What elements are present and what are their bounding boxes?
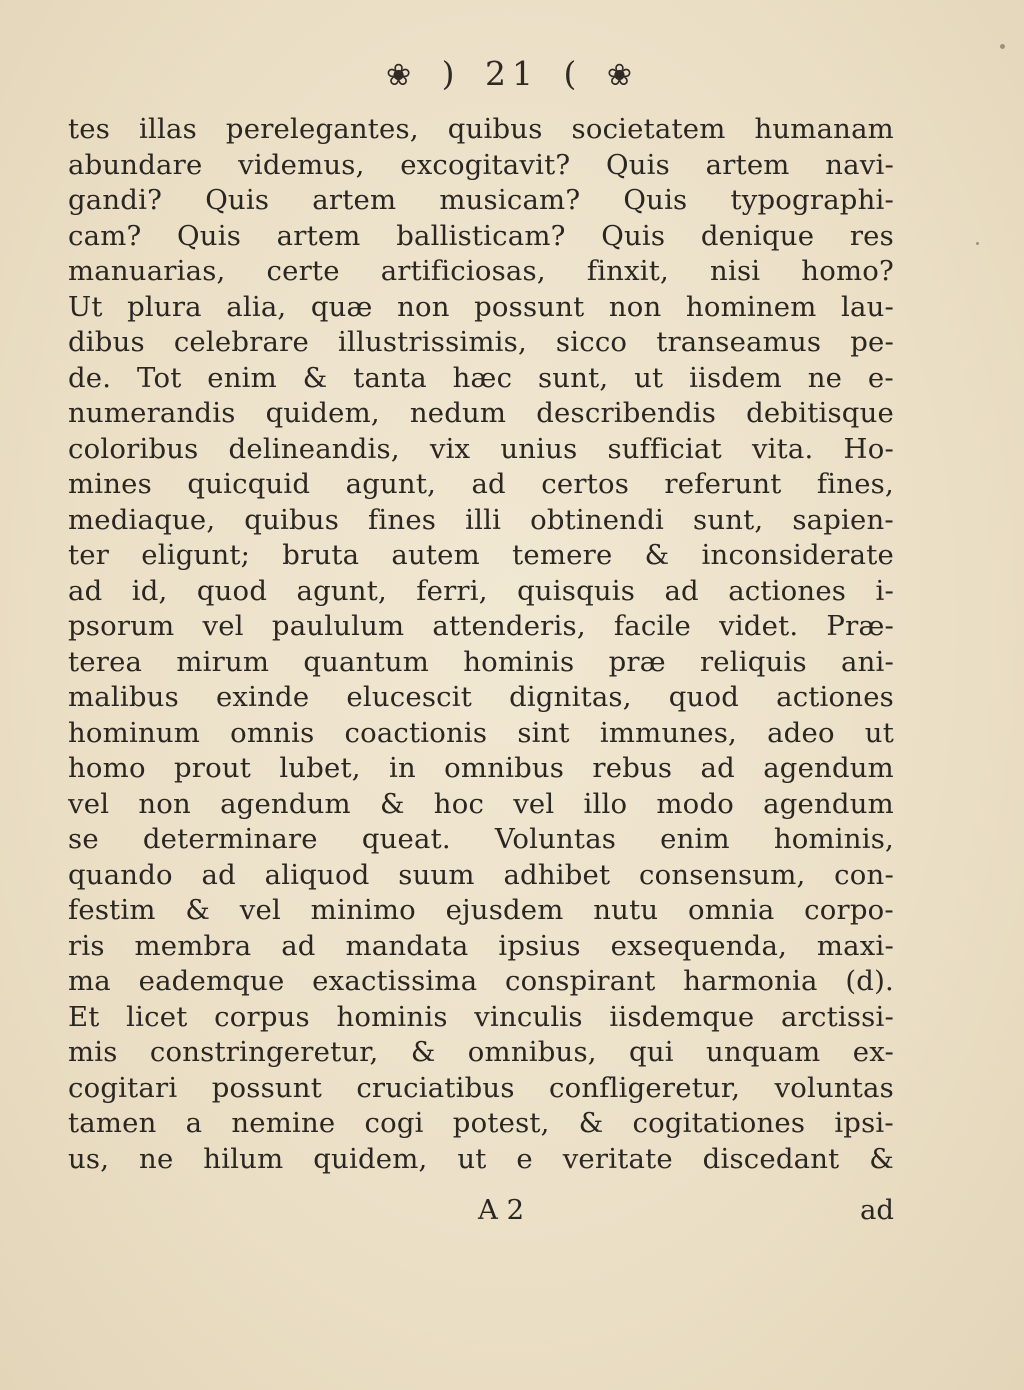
text-line (68, 574, 894, 610)
word: & (379, 787, 405, 820)
word: rebus (592, 752, 673, 784)
word: licet (126, 1000, 188, 1033)
word: a (185, 1107, 203, 1139)
word: quantum (303, 645, 430, 678)
word: corpo- (804, 894, 894, 926)
word: lau- (841, 290, 894, 323)
right-ornament-icon: ❀ (606, 58, 639, 93)
word: sicco (555, 326, 628, 358)
word: sunt, (693, 503, 764, 536)
word: nisi (710, 255, 761, 287)
word: manuarias, (68, 255, 226, 287)
word: conspirant (505, 965, 656, 997)
word: homo? (801, 255, 894, 287)
word: tanta (353, 361, 427, 394)
word: e- (867, 361, 894, 394)
word: iisdem (689, 361, 782, 394)
text-line (68, 1106, 894, 1142)
word: vita. (751, 432, 814, 465)
word: illas (139, 113, 197, 145)
word: terea (68, 645, 143, 678)
word: Voluntas (494, 823, 617, 855)
text-line (68, 787, 894, 823)
word: id, (131, 574, 168, 607)
word: quod (668, 681, 740, 713)
word: navi- (825, 148, 894, 181)
word: denique (700, 219, 815, 252)
word: veritate (562, 1142, 673, 1175)
text-line (68, 1035, 894, 1071)
word: & (578, 1107, 604, 1139)
word: quod (196, 574, 268, 607)
word: hominis (463, 645, 575, 678)
word: delineandis, (228, 432, 400, 465)
word: eademque (138, 965, 285, 997)
word: vinculis (474, 1000, 583, 1033)
word: exinde (215, 681, 310, 713)
word: certe (266, 255, 340, 287)
word: Tot (137, 361, 182, 394)
word: festim (68, 894, 156, 926)
text-line (68, 680, 894, 716)
word: cam? (68, 219, 142, 252)
text-line (68, 219, 894, 255)
word: Præ- (826, 610, 894, 642)
word: ad (700, 752, 735, 784)
text-line (68, 858, 894, 894)
word: enim (660, 823, 730, 855)
word: nutu (593, 894, 659, 926)
word: reliquis (699, 645, 807, 678)
word: Quis (601, 219, 666, 252)
word: hoc (433, 787, 485, 820)
left-ornament-icon: ❀ (385, 58, 418, 93)
word: cogi (364, 1107, 424, 1139)
word: membra (134, 929, 252, 962)
word: ne (807, 361, 843, 394)
text-line (68, 503, 894, 539)
word: societatem (571, 113, 726, 145)
text-line (68, 1000, 894, 1036)
word: præ (608, 645, 666, 678)
word: discedant (702, 1142, 840, 1175)
word: suum (398, 858, 475, 891)
word: omnibus, (467, 1036, 597, 1068)
word: describendis (536, 397, 717, 429)
word: sint (517, 716, 570, 749)
word: determinare (142, 823, 318, 855)
text-line (68, 148, 894, 184)
word: agunt, (296, 574, 387, 607)
word: illustrissimis, (337, 326, 527, 358)
word: potest, (452, 1107, 550, 1139)
word: fines, (816, 468, 894, 500)
word: quisquis (517, 574, 636, 607)
word: unquam (706, 1036, 821, 1068)
word: fines (368, 503, 437, 536)
word: typographi- (730, 184, 894, 216)
word: ipsi- (834, 1107, 894, 1139)
word: numerandis (68, 397, 236, 429)
word: nedum (409, 397, 507, 429)
text-line (68, 893, 894, 929)
word: adhibet (503, 858, 611, 891)
text-line (68, 609, 894, 645)
page-footer (68, 1190, 894, 1230)
word: plura (127, 290, 202, 323)
word: elucescit (346, 681, 473, 713)
word: sapien- (792, 503, 894, 536)
word: aliquod (264, 858, 370, 891)
word: quæ (310, 290, 373, 323)
word: ad (664, 574, 699, 607)
word: omnibus (444, 752, 565, 784)
word: ut (457, 1142, 487, 1175)
word: constringeretur, (149, 1036, 379, 1068)
word: agendum (220, 787, 351, 820)
text-line (68, 396, 894, 432)
text-line (68, 538, 894, 574)
text-line (68, 254, 894, 290)
word: vix (429, 432, 471, 465)
word: confligeretur, (548, 1071, 741, 1104)
word: agendum (763, 752, 894, 784)
word: Quis (177, 219, 242, 252)
word: ut (634, 361, 664, 394)
word: paululum (271, 610, 405, 642)
word: us, (68, 1142, 110, 1175)
word: perelegantes, (225, 113, 419, 145)
word: non (608, 290, 662, 323)
text-line (68, 964, 894, 1000)
word: obtinendi (530, 503, 664, 536)
paper-speck (976, 242, 979, 245)
word: hominis, (773, 823, 894, 855)
word: dignitas, (509, 681, 632, 713)
word: maxi- (816, 929, 894, 962)
word: attenderis, (432, 610, 586, 642)
word: i- (875, 574, 894, 607)
text-line (68, 432, 894, 468)
paper-speck (1000, 44, 1005, 49)
word: inconsiderate (701, 539, 894, 571)
word: quibus (447, 113, 543, 145)
text-line (68, 1071, 894, 1107)
word: transeamus (656, 326, 822, 358)
word: vel (68, 787, 110, 820)
word: hominem (685, 290, 817, 323)
word: prout (173, 752, 252, 784)
word: sunt, (537, 361, 609, 394)
word: pe- (850, 326, 894, 358)
word: ter (68, 539, 110, 571)
word: vel (202, 610, 244, 642)
text-line (68, 716, 894, 752)
word: & (869, 1142, 894, 1175)
word: immunes, (599, 716, 737, 749)
word: sufficiat (607, 432, 722, 465)
word: ma (68, 965, 111, 997)
word: vel (513, 787, 555, 820)
catchword: ad (860, 1194, 894, 1226)
word: excogitavit? (400, 148, 571, 181)
word: ballisticam? (396, 219, 566, 252)
word: lubet, (279, 752, 361, 784)
word: hominis (336, 1000, 448, 1033)
text-line (68, 822, 894, 858)
word: in (388, 752, 416, 784)
text-line (68, 290, 894, 326)
word: e (516, 1142, 533, 1175)
word: quicquid (187, 468, 311, 500)
text-line (68, 112, 894, 148)
word: nemine (231, 1107, 336, 1139)
word: hominum (68, 716, 201, 749)
word: Quis (623, 184, 688, 216)
word: bruta (282, 539, 360, 571)
word: omnia (687, 894, 775, 926)
word: harmonia (683, 965, 818, 997)
word: voluntas (774, 1071, 894, 1104)
word: con- (834, 858, 894, 891)
text-line (68, 325, 894, 361)
word: modo (656, 787, 734, 820)
signature-mark: A 2 (478, 1194, 525, 1226)
word: ani- (840, 645, 894, 678)
word: artem (276, 219, 361, 252)
word: possunt (474, 290, 585, 323)
word: minimo (310, 894, 416, 926)
word: & (185, 894, 211, 926)
word: & (302, 361, 328, 394)
word: celebrare (173, 326, 309, 358)
word: quando (68, 858, 173, 891)
word: ejusdem (445, 894, 564, 926)
word: cogitari (68, 1071, 178, 1104)
page-number: 21 (485, 54, 539, 93)
word: agendum (763, 787, 894, 820)
word: actiones (776, 681, 894, 713)
word: ad (68, 574, 103, 607)
word: actiones (728, 574, 847, 607)
word: non (397, 290, 450, 323)
word: consensum, (639, 858, 806, 891)
word: artem (705, 148, 790, 181)
left-bracket: ) (441, 54, 461, 93)
word: homo (68, 752, 146, 784)
word: corpus (214, 1000, 310, 1033)
word: debitisque (746, 397, 894, 429)
word: psorum (68, 610, 175, 642)
word: quidem, (265, 397, 380, 429)
word: illi (465, 503, 502, 536)
word: cruciatibus (356, 1071, 515, 1104)
word: artem (312, 184, 397, 216)
word: artificiosas, (380, 255, 546, 287)
word: ris (68, 929, 105, 962)
word: temere (512, 539, 613, 571)
word: iisdemque (609, 1000, 755, 1033)
word: exactissima (312, 965, 478, 997)
word: non (138, 787, 191, 820)
word: hilum (203, 1142, 284, 1175)
word: ferri, (416, 574, 488, 607)
word: mines (68, 468, 152, 500)
word: cogitationes (632, 1107, 806, 1139)
word: adeo (767, 716, 835, 749)
word: Quis (205, 184, 270, 216)
word: Et (68, 1000, 100, 1033)
text-line (68, 645, 894, 681)
word: mediaque, (68, 503, 216, 536)
word: vel (239, 894, 281, 926)
word: abundare (68, 148, 203, 181)
word: hæc (452, 361, 513, 394)
word: mis (68, 1036, 118, 1068)
word: facile (613, 610, 691, 642)
word: alia, (226, 290, 287, 323)
text-line (68, 183, 894, 219)
text-line (68, 929, 894, 965)
text-line (68, 467, 894, 503)
word: Quis (606, 148, 670, 181)
word: se (68, 823, 99, 855)
running-header (0, 52, 1024, 98)
word: videmus, (238, 148, 365, 181)
word: autem (391, 539, 480, 571)
word: res (849, 219, 894, 252)
word: Ut (68, 290, 103, 323)
word: musicam? (439, 184, 581, 216)
word: referunt (664, 468, 782, 500)
word: qui (629, 1036, 674, 1068)
word: exsequenda, (610, 929, 788, 962)
word: de. (68, 361, 112, 394)
word: gandi? (68, 184, 163, 216)
word: (d). (845, 965, 894, 997)
word: ex- (852, 1036, 894, 1068)
word: tes (68, 113, 111, 145)
word: & (644, 539, 670, 571)
word: ne (139, 1142, 174, 1175)
word: ad (201, 858, 236, 891)
text-line (68, 361, 894, 397)
word: agunt, (345, 468, 437, 500)
word: finxit, (586, 255, 669, 287)
word: ut (864, 716, 894, 749)
word: dibus (68, 326, 145, 358)
word: ipsius (498, 929, 581, 962)
word: malibus (68, 681, 179, 713)
word: illo (583, 787, 628, 820)
text-line (68, 1142, 894, 1178)
word: humanam (754, 113, 894, 145)
word: certos (541, 468, 630, 500)
word: coactionis (344, 716, 488, 749)
text-line (68, 751, 894, 787)
word: quidem, (313, 1142, 428, 1175)
word: & (410, 1036, 436, 1068)
word: mirum (176, 645, 270, 678)
body-text (68, 112, 894, 1177)
word: unius (500, 432, 578, 465)
word: Ho- (843, 432, 894, 465)
word: enim (207, 361, 277, 394)
word: possunt (211, 1071, 322, 1104)
word: ad (281, 929, 316, 962)
word: eligunt; (141, 539, 251, 571)
word: mandata (345, 929, 469, 962)
word: queat. (361, 823, 451, 855)
word: tamen (68, 1107, 157, 1139)
word: quibus (244, 503, 340, 536)
word: arctissi- (781, 1000, 894, 1033)
word: videt. (719, 610, 799, 642)
word: omnis (230, 716, 315, 749)
word: coloribus (68, 432, 199, 465)
word: ad (471, 468, 506, 500)
right-bracket: ( (563, 54, 583, 93)
